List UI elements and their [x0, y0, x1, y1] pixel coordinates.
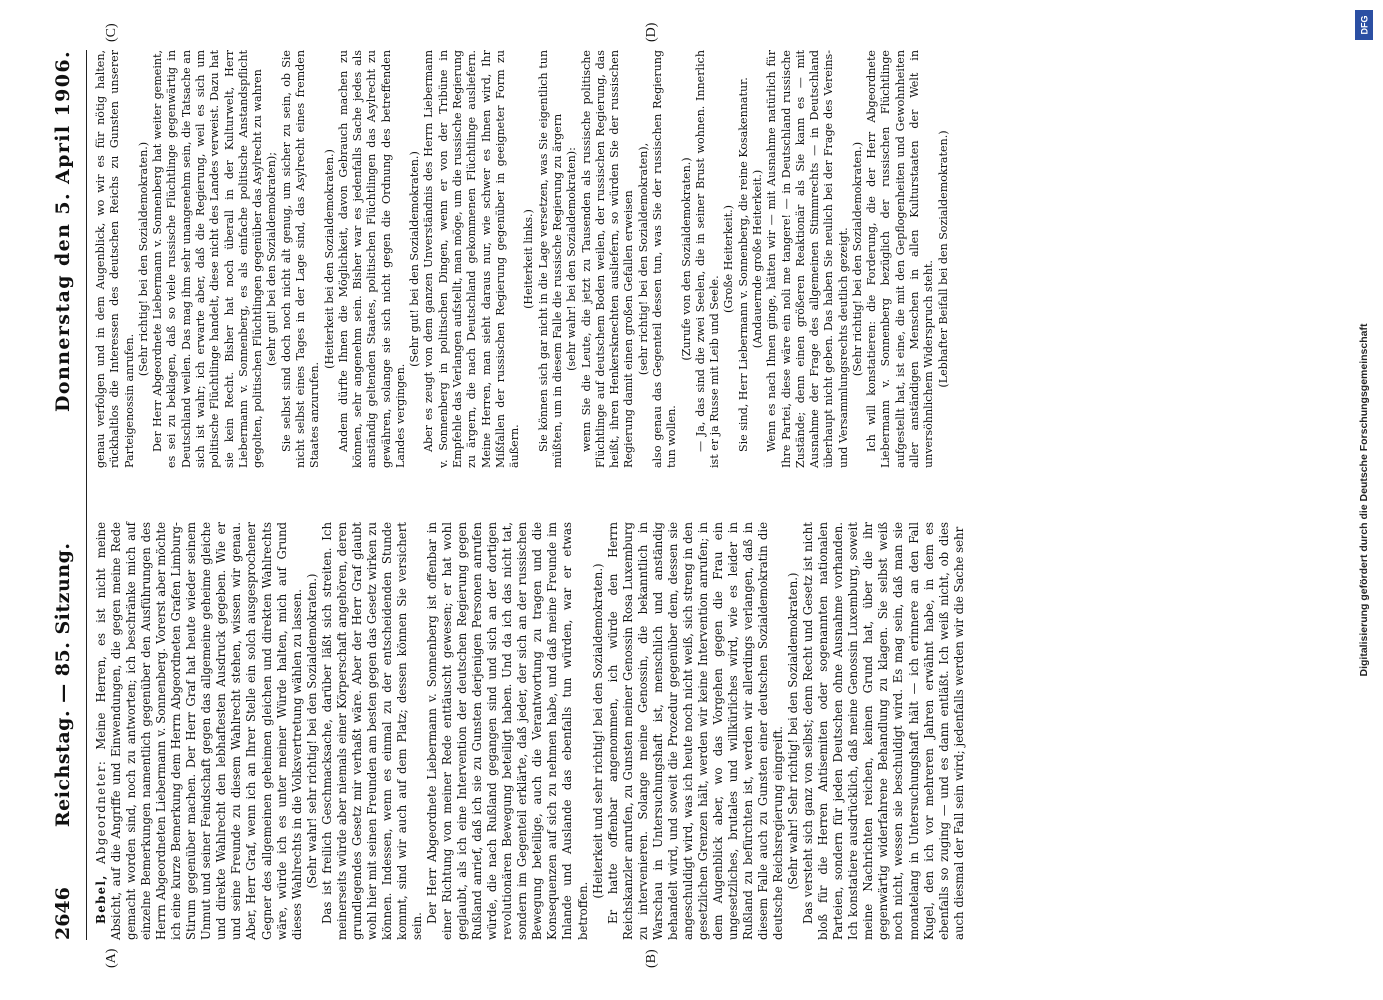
interjection: (Lebhafter Beifall bei den Sozialdemokraten.)	[936, 130, 950, 388]
interjection: (Andauernde große Heiterkeit.)	[750, 169, 764, 349]
speaker-role: Abgeordneter:	[93, 759, 108, 865]
paragraph: — Ja, das sind die zwei Seelen, die in seiner Brust wohnen. Innerlich ist er ja Russe mit Leib und Seele.	[693, 50, 721, 468]
paragraph: Das ist freilich Geschmacksache, darüber läßt sich streiten. Ich meinerseits würde aber niemals einer Körperschaft angehören, deren grundlegendes Gesetz mir verhaßt wäre. Aber der Herr Graf glaubt wohl hier mit seinen Freunden am besten gegen das Gesetz wirken zu können. Indessen, wenn es einmal zu der entscheidenden Stunde kommt, sind wir auch auf dem Platz; dessen können Sie versichert sein.	[319, 522, 424, 940]
interjection: (Sehr gut! bei den Sozialdemokraten.)	[407, 151, 421, 367]
paragraph: Das versteht sich ganz von selbst; denn Recht und Gesetz ist nicht bloß für die Herren Antisemiten oder sogenannten nationalen Parteien, sondern für jeden Deutschen ohne Ausnahme vorhanden. Ich konstatiere ausdrücklich, daß meine Genossin Luxemburg, soweit meine Nachrichten reichen, keinen Grund hat, über die ihr gegenwärtig widerfahrene Behandlung zu klagen. Sie selbst weiß noch nicht, wessen sie beschuldigt wird. Es mag sein, daß man sie monatelang in Untersuchungshaft hält — ich erinnere an den Fall Kugel, den ich vor mehreren Jahren erwähnt habe, in dem es ebenfalls so zuging — und es dann entläßt. Ich weiß nicht, ob dies auch diesmal der Fall sein wird; jedenfalls werden wir die Sache sehr	[800, 522, 966, 940]
newspaper-page	[32, 20, 1352, 980]
interjection: (Heiterkeit und sehr richtig! bei den Sozialdemokraten.)	[590, 563, 605, 899]
paragraph	[94, 522, 305, 940]
paragraph: Wenn es nach Ihnen ginge, hätten wir — mit Ausnahme natürlich für Ihre Partei, diese wäre ein noli me tangere! — in Deutschland russische Zustände; denn einen größeren Reaktionär als Sie kann es — mit Ausnahme der Frage des allgemeinen Stimmrechts — in Deutschland überhaupt nicht geben. Das haben Sie neulich bei der Frage des Vereins- und Versammlungsrechts deutlich gezeigt.	[764, 50, 850, 468]
right-column	[94, 50, 951, 468]
interjection: (sehr gut! bei den Sozialdemokraten);	[264, 152, 278, 366]
paragraph: Ich will konstatieren: die Forderung, die der Herr Abgeordnete Liebermann v. Sonnenberg bezüglich der russischen Flüchtlinge aufgestellt hat, ist eine, die mit den Gepflogenheiten und Gewohnheiten aller anständigen Menschen in allen Kulturstaaten der Welt in unversöhnlichem Widerspruch steht.	[864, 50, 935, 468]
left-column	[94, 522, 967, 940]
paragraph: also genau das Gegenteil dessen tun, was Sie der russischen Regierung tun wollen.	[650, 50, 678, 468]
paragraph: Andem dürfte Ihnen die Möglichkeit, davon Gebrauch machen zu können, sehr angenehm sein. Bisher war es jedenfalls Sache jedes als anständig geltenden Staates, politischen Flüchtlingen das Asylrecht zu gewähren, solange sie sich nicht gegen die Ordnung des betreffenden Landes vergingen.	[336, 50, 407, 468]
margin-mark-d: (D)	[643, 22, 659, 42]
interjection: (Sehr wahr! sehr richtig! bei den Sozialdemokraten.)	[304, 573, 319, 889]
interjection: (sehr richtig! bei den Sozialdemokraten),	[636, 142, 650, 376]
paragraph: Sie können sich gar nicht in die Lage versetzen, was Sie eigentlich tun müßten, um in diesem Falle die russische Regierung zu ärgern	[536, 50, 564, 468]
page-number: 2646	[51, 887, 74, 940]
paragraph: Sie sind, Herr Liebermann v. Sonnenberg, die reine Kosakennatur.	[736, 77, 750, 452]
margin-mark-b: (B)	[643, 949, 659, 968]
interjection: (Heiterkeit bei den Sozialdemokraten.)	[322, 149, 335, 369]
session-date: Donnerstag den 5. April 1906.	[51, 50, 74, 412]
paragraph: Aber es zeugt von dem ganzen Unverständnis des Herrn Liebermann v. Sonnenberg in politischen Dingen, wenn er von der Tribüne in Empfehle das Verlangen aufstellt, man möge, um die russische Regierung zu ärgern, die nach Deutschland gekommenen Flüchtlinge ausliefern. Meine Herren, man sieht daraus nur, wie schwer es Ihnen wird, Ihr Mißfallen der russischen Regierung gegenüber in geeigneter Form zu äußern.	[421, 50, 521, 468]
margin-mark-a: (A)	[103, 948, 119, 968]
paragraph-text: Meine Herren, es ist nicht meine Absicht, auf die Angriffe und Einwendungen, die gegen meine Rede gemacht worden sind, noch zu antworten; ich beschränke mich auf einzelne Bemerkungen namentlich gegenüber den Ausführungen des Herrn Abgeordneten Liebermann v. Sonnenberg. Vorerst aber möchte ich eine kurze Bemerkung dem Herrn Abgeordneten Grafen Limburg-Stirum gegenüber machen. Der Herr Graf hat heute wieder seinem Unmut und seiner Feindschaft gegen das allgemeine geheime gleiche und direkte Wahlrecht den lebhaftesten Ausdruck gegeben. Wie er und seine Freunde zu diesem Wahlrecht stehen, wissen wir genau. Aber, Herr Graf, wenn ich an Ihrer Stelle ein solch ausgesprochener Gegner des allgemeinen geheimen gleichen und direkten Wahlrechts wäre, würde ich es unter meiner Würde halten, mich auf Grund dieses Wahlrechts in die Volksvertretung wählen zu lassen.	[93, 522, 304, 940]
paragraph: wenn Sie die Leute, die jetzt zu Tausenden als russische politische Flüchtlinge auf deutschem Boden weilen, der russischen Regierung, das heißt, ihren Henkersknechten ausliefern, so würden Sie der russischen Regierung damit einen großen Gefallen erweisen	[579, 50, 635, 468]
paragraph: Der Herr Abgeordnete Liebermann v. Sonnenberg ist offenbar in einer Richtung von meiner Rede enttäuscht gewesen; er hat wohl geglaubt, als ich eine Intervention der deutschen Regierung gegen Rußland anrief, daß ich sie zu Gunsten derjenigen Personen anrufen würde, die nach Rußland gegangen sind und sich an der dortigen revolutionären Bewegung beteiligt haben. Und da ich das nicht tat, sondern im Gegenteil erklärte, daß jeder, der sich an der russischen Bewegung beteilige, auch die Verantwortung zu tragen und die Konsequenzen auf sich zu nehmen habe, und daß meine Freunde im Inlande und Auslande das ebenfalls tun würden, war er etwas betroffen.	[424, 522, 589, 940]
credit-text: Digitalisierung gefördert durch die Deutsche Forschungsgemeinschaft	[1358, 323, 1370, 677]
interjection: (Große Heiterkeit.)	[721, 205, 735, 313]
paragraph: Der Herr Abgeordnete Liebermann v. Sonnenberg hat weiter gemeint, es sei zu beklagen, daß so viele russische Flüchtlinge gegenwärtig in Deutschland weilen. Das mag ihm sehr unangenehm sein, die Tatsache an sich ist wahr; ich erwarte aber, daß die Regierung, weil es sich um politische Flüchtlinge handelt, diese nicht des Landes verweist. Dazu hat sie kein Recht. Bisher hat noch überall in der Kulturwelt, Herr Liebermann v. Sonnenberg, es als einfache politische Anstandspflicht gegolten, politischen Flüchtlingen gegenüber das Asylrecht zu wahren	[150, 50, 264, 468]
interjection: (Sehr wahr! Sehr richtig! bei den Sozialdemokraten.)	[785, 572, 800, 890]
dfg-logo-icon: DFG	[1355, 10, 1373, 40]
paragraph: genau verfolgen und in dem Augenblick, wo wir es für nötig halten, rückhaltlos die Interessen des deutschen Reichs zu Gunsten unserer Parteigenossin anrufen.	[93, 50, 136, 468]
paragraph: Sie selbst sind doch noch nicht alt genug, um sicher zu sein, ob Sie nicht selbst eines Tages in der Lage sind, das Asylrecht eines fremden Staates anzurufen.	[279, 50, 321, 468]
digitization-credit	[1349, 10, 1379, 990]
interjection: (Sehr richtig! bei den Sozialdemokraten.)	[136, 141, 150, 377]
interjection: (Zurufe von den Sozialdemokraten.)	[679, 157, 693, 361]
interjection: (Heiterkeit links.)	[521, 209, 535, 309]
interjection: (Sehr richtig! bei den Sozialdemokraten.)	[850, 141, 864, 377]
speaker-name: Bebel,	[93, 874, 108, 924]
interjection: (sehr wahr! bei den Sozialdemokraten):	[564, 147, 578, 371]
session-title: Reichstag. — 85. Sitzung.	[51, 542, 74, 828]
margin-mark-c: (C)	[103, 23, 119, 42]
page-header	[52, 50, 87, 940]
paragraph: Er hatte offenbar angenommen, ich würde den Herrn Reichskanzler anrufen, zu Gunsten meiner Genossin Rosa Luxemburg zu intervenieren. Solange meine Genossin, die bekanntlich in Warschau in Untersuchungshaft ist, menschlich und anständig behandelt wird, und soweit die Prozedur gegenüber dem, dessen sie angeschuldigt wird, was ich heute noch nicht weiß, sich streng in den gesetzlichen Grenzen hält, werden wir keine Intervention anrufen; in dem Augenblick aber, wo das Vorgehen gegen die Frau ein ungesetzliches, brutales und willkürliches wird, wie es leider in Rußland zu befürchten ist, werden wir allerdings verlangen, daß in diesem Falle auch zu Gunsten einer deutschen Sozialdemokratin die deutsche Reichsregierung eingreift.	[605, 522, 785, 940]
